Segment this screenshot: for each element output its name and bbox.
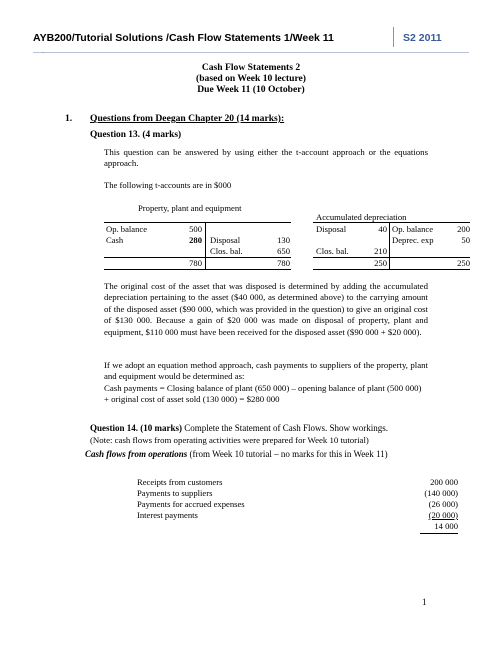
ops-row-label: Payments to suppliers (137, 488, 213, 498)
ppe-title: Property, plant and equipment (138, 203, 242, 213)
accdep-total-left: 250 (374, 258, 387, 268)
q13-paragraph-equation: If we adopt an equation method approach, cash payments to suppliers of the property, plant and equipment would be determined as: (104, 360, 428, 382)
accdep-op-balance-label: Op. balance (392, 224, 434, 234)
ppe-cash-value: 280 (189, 235, 202, 245)
ops-row-value: (140 000) (424, 488, 458, 498)
ppe-total-left: 780 (189, 258, 202, 268)
accdep-divider (389, 222, 390, 269)
ppe-disposal-value: 130 (277, 235, 290, 245)
ppe-op-balance-label: Op. balance (106, 224, 148, 234)
ops-heading-italic: Cash flows from operations (85, 449, 188, 459)
ppe-top-rule (104, 222, 291, 223)
header-rule (33, 52, 469, 53)
ops-row-label: Interest payments (137, 510, 198, 520)
ops-row-value: (20 000) (428, 510, 458, 520)
accdep-top-rule (313, 222, 470, 223)
section-number: 1. (65, 113, 73, 124)
q13-heading: Question 13. (4 marks) (90, 130, 182, 140)
q14-heading-bold: Question 14. (10 marks) (90, 423, 182, 433)
accdep-clos-bal-label: Clos. bal. (316, 246, 349, 256)
page-number: 1 (422, 597, 427, 607)
ops-heading (85, 449, 388, 459)
doc-due-date: Due Week 11 (10 October) (197, 84, 305, 95)
q13-intro: This question can be answered by using either the t-account approach or the equations approach. (104, 147, 428, 169)
header-semester: S2 2011 (403, 32, 442, 44)
doc-subtitle: (based on Week 10 lecture) (196, 73, 306, 84)
q13-accounts-note: The following t-accounts are in $000 (104, 180, 232, 190)
ops-row-value: 200 000 (430, 477, 458, 487)
ppe-op-balance-value: 500 (189, 224, 202, 234)
doc-title: Cash Flow Statements 2 (201, 62, 301, 73)
ops-row-value: (26 000) (428, 499, 458, 509)
accdep-bottom-rule (313, 269, 470, 270)
section-heading: Questions from Deegan Chapter 20 (14 marks): (90, 113, 285, 124)
q14-heading-text: Complete the Statement of Cash Flows. Show workings. (182, 423, 388, 433)
accdep-disposal-label: Disposal (316, 224, 347, 234)
accdep-title: Accumulated depreciation (316, 212, 407, 222)
ops-total-underline (420, 533, 458, 534)
accdep-op-balance-value: 200 (457, 224, 470, 234)
ops-row-label: Payments for accrued expenses (137, 499, 245, 509)
q14-note: (Note: cash flows from operating activities were prepared for Week 10 tutorial) (90, 435, 369, 445)
accdep-clos-bal-value: 210 (374, 246, 387, 256)
ppe-total-right: 780 (277, 258, 290, 268)
accdep-deprec-label: Deprec. exp (392, 235, 434, 245)
ppe-disposal-label: Disposal (210, 235, 241, 245)
accdep-deprec-value: 50 (461, 235, 470, 245)
ppe-divider (205, 222, 206, 269)
q14-heading (90, 423, 388, 433)
ppe-bottom-rule (104, 269, 291, 270)
ppe-clos-bal-value: 650 (277, 246, 290, 256)
ops-total-value: 14 000 (434, 521, 458, 531)
ppe-clos-bal-label: Clos. bal. (210, 246, 243, 256)
stray-mark: ` (42, 51, 45, 59)
ppe-cash-label: Cash (106, 235, 124, 245)
accdep-disposal-value: 40 (378, 224, 387, 234)
ops-heading-text: (from Week 10 tutorial – no marks for this in Week 11) (187, 449, 388, 459)
header-title: AYB200/Tutorial Solutions /Cash Flow Statements 1/Week 11 (33, 32, 334, 44)
q13-paragraph-cost: The original cost of the asset that was disposed is determined by adding the accumulated depreciation pertaining to the asset ($40 000, as determined above) to the carrying amount of the disposed asset ($90 000, which was provided in the question) to give an original cost of $130 000. Because a gain of $20 000 was made on disposal of property, plant and equipment, $110 000 must have been received for the disposed asset ($90 000 + $20 000). (104, 281, 428, 337)
ops-row-label: Receipts from customers (137, 477, 223, 487)
header-separator (393, 27, 394, 47)
accdep-total-right: 250 (457, 258, 470, 268)
q13-paragraph-cash-payments: Cash payments = Closing balance of plant (650 000) – opening balance of plant (500 000) + original cost of asset sold (130 000) = $280 000 (104, 383, 422, 405)
